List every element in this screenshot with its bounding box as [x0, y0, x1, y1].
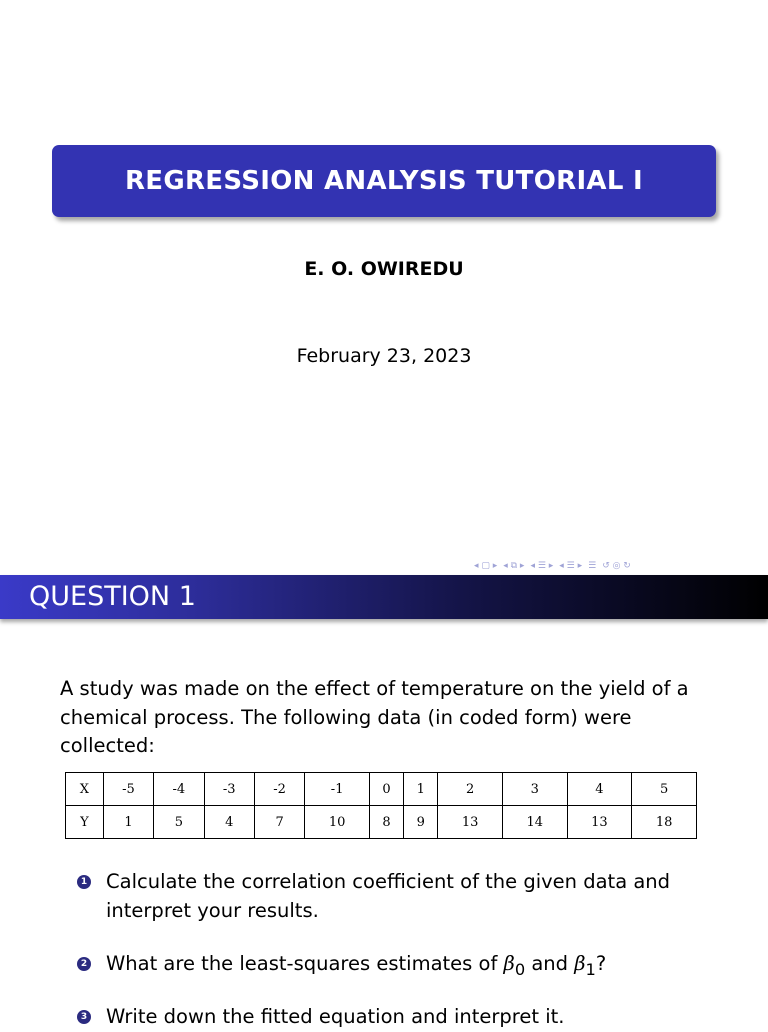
beamer-navigation-bar[interactable]	[474, 558, 768, 574]
presentation-date: February 23, 2023	[296, 345, 472, 367]
table-cell: 4	[204, 806, 254, 839]
table-cell: -1	[305, 773, 370, 806]
nav-section-icon[interactable]: ◂ ☰ ▸	[530, 561, 554, 571]
nav-subsection-icon[interactable]: ◂ ⧉ ▸	[503, 561, 525, 571]
data-table	[65, 772, 697, 839]
table-cell: 10	[305, 806, 370, 839]
table-cell: 8	[369, 806, 403, 839]
question-text-part: ?	[595, 952, 607, 975]
table-cell: 9	[404, 806, 438, 839]
table-row-x	[66, 773, 697, 806]
presentation-title: REGRESSION ANALYSIS TUTORIAL I	[124, 166, 644, 196]
question-text: Calculate the correlation coefficient of the given data and interpret your results.	[106, 870, 671, 922]
table-header-y: Y	[66, 806, 104, 839]
table-cell: 13	[438, 806, 503, 839]
table-cell: 7	[254, 806, 304, 839]
table-row-y	[66, 806, 697, 839]
bullet-number: 1	[77, 875, 91, 889]
author-name: E. O. OWIREDU	[304, 258, 464, 280]
beta-symbol: β	[503, 952, 515, 975]
nav-frame-left-icon[interactable]: ◂ ▢ ▸	[474, 561, 498, 571]
table-cell: -2	[254, 773, 304, 806]
question-text	[106, 950, 706, 984]
table-cell: 5	[154, 806, 204, 839]
question-text-part: What are the least-squares estimates of	[106, 952, 504, 975]
table-cell: 4	[567, 773, 632, 806]
frame-title-bar	[0, 575, 768, 619]
table-cell: 2	[438, 773, 503, 806]
table-cell: 3	[502, 773, 567, 806]
table-cell: 1	[103, 806, 153, 839]
bullet-number: 3	[77, 1010, 91, 1024]
table-cell: -3	[204, 773, 254, 806]
table-cell: 14	[502, 806, 567, 839]
beta-subscript: 0	[514, 959, 526, 979]
table-cell: 18	[632, 806, 697, 839]
bullet-number: 2	[77, 957, 91, 971]
beta-symbol: β	[574, 952, 586, 975]
table-cell: 13	[567, 806, 632, 839]
question-text: Write down the fitted equation and interpret it.	[106, 1005, 565, 1028]
table-cell: 5	[632, 773, 697, 806]
nav-document-icon[interactable]: ◂ ☰ ▸	[559, 561, 583, 571]
question-slide	[0, 575, 768, 1028]
beta-subscript: 1	[585, 959, 596, 979]
title-box	[52, 145, 716, 217]
frame-title: QUESTION 1	[29, 581, 196, 612]
question-intro: A study was made on the effect of temperature on the yield of a chemical process. The following data (in coded form) were collected:	[60, 677, 689, 757]
table-cell: 0	[369, 773, 403, 806]
nav-search-icon[interactable]: ↺ ◎ ↻	[602, 561, 631, 571]
table-cell: -5	[103, 773, 153, 806]
nav-align-icon[interactable]: ☰	[588, 561, 597, 571]
table-cell: 1	[404, 773, 438, 806]
question-text-part: and	[525, 952, 575, 975]
table-header-x: X	[66, 773, 104, 806]
table-cell: -4	[154, 773, 204, 806]
